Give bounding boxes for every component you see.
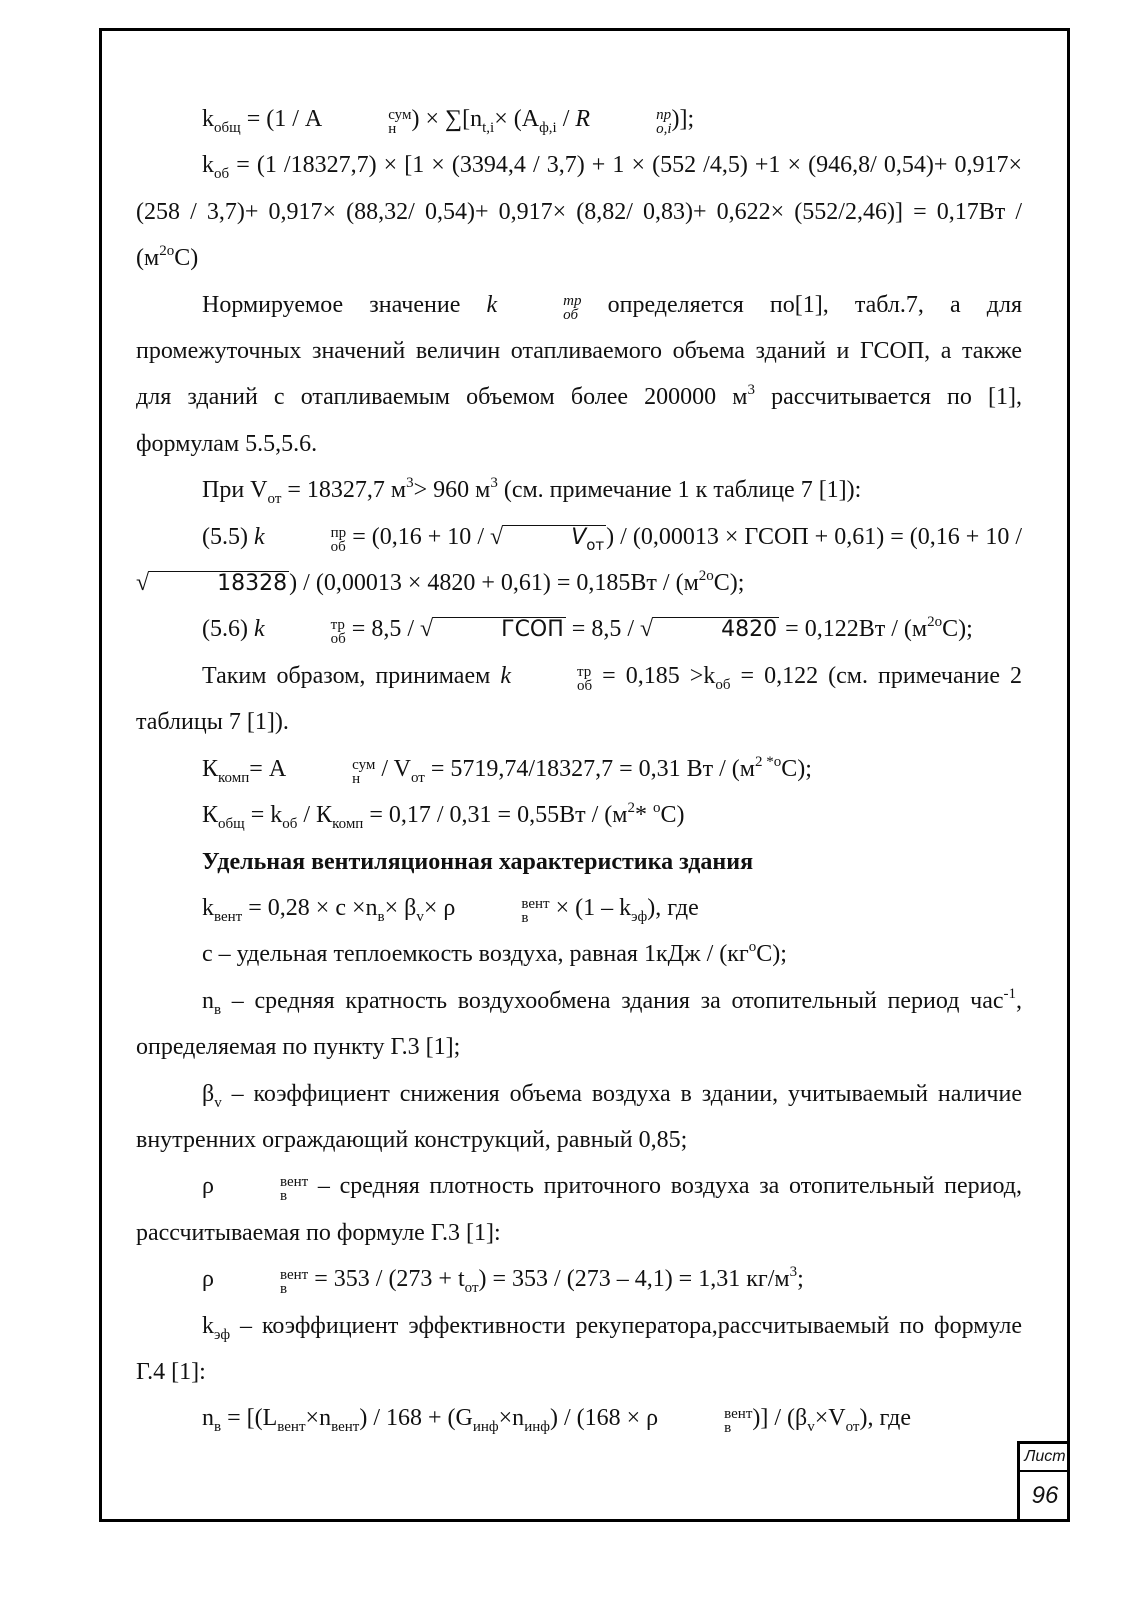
formula-k-ob-calc: $k_{об} = (1$ /18327,7) × [1 × (3394,4 / 3,7) + 1 × (552 /4,5) +1 × (946,8/ 0,54)+ 0,917× (258 / 3,7)+ 0,917× (88,32/ 0,54)+ 0,917× (8,82/ $0,83)+ 0,622\times (552/2,46)] = 0,17Вт / (м^{2о}С)$: [136, 152, 1022, 272]
formula-5-6: (5.6) k тр об = 8,5 / √ ГСОП = 8,5 / √ $4820 = 0,122Вт / (м^{2о}С)$;: [202, 614, 973, 648]
formula-n-v: $n_в = [(L_{вент}\times n_{вент}) / 168 + (G_{инф}\times n_{инф}) / (168 \times \rho$ вент в )] / $(\beta_v\times V_{от})$, где: [202, 1405, 911, 1437]
paragraph-volume: При $V_{от} = 18327,7$ $м^3> 960$ $м^3$ (см. примечание 1 к таблице 7 [1]):: [202, 475, 862, 508]
formula-5-5: (5.5) k пр об = (0,16 + 10 / √ $V_{от}) / (0,00013$ × ГСОП + 0,61) = (0,16 + 10 / √ $18328) / (0,00013 \times 4820 + 0,61) = 0,185Вт / (м^{2о}С)$;: [136, 523, 1023, 597]
sheet-label: Лист: [1020, 1444, 1070, 1472]
definition-n-v: $n_в$ – средняя кратность воздухообмена здания за отопительный период час$^{-1}$, определяемая по пункту Г.3 [1];: [136, 985, 1022, 1061]
definition-beta-v: $\beta_v$ – коэффициент снижения объема воздуха в здании, учитываемый наличие внутренних ограждающий конструкций, равный 0,85;: [136, 1080, 1022, 1153]
definition-c: c – удельная теплоемкость воздуха, равная $1кДж / (кг^оС)$;: [202, 939, 787, 968]
paragraph-accepted-value: Таким образом, принимаем k тр об = $0,185 >k_{об} = 0,122$ (см. примечание 2 таблицы 7 [1]).: [136, 662, 1023, 736]
sheet-number: 96: [1031, 1482, 1059, 1509]
definition-rho: ρ вент в – средняя плотность приточного воздуха за отопительный период, рассчитываемая по формуле Г.3 [1]:: [136, 1173, 1022, 1246]
formula-k-vent: $k_{вент} = 0,28 \times c \times n_в\times \beta_v\times \rho$ вент в × $(1 - k_{эф})$, где: [202, 894, 699, 926]
formula-k-komp: $К_{комп}= A$ сум н / $V_{от} = 5719,74/18327,7 = 0,31$ Вт / $(м^{2 *о}С)$;: [202, 753, 812, 787]
formula-k-obsch-result: $К_{общ} = k_{об} / К_{комп} = 0,17 / 0,31 = 0,55Вт / (м^2*$ $^о$С): [202, 800, 685, 833]
section-heading: Удельная вентиляционная характеристика здания: [202, 848, 754, 875]
formula-k-obsch: $k_{общ} = (1 / A$ сум н ) × $\sum[n_{t,i}\times (A_{ф,i} / R$ пр o,i )];: [202, 106, 695, 137]
definition-k-ef: $k_{эф}$ – коэффициент эффективности рекуператора,рассчитываемый по формуле Г.4 [1]:: [136, 1312, 1022, 1385]
formula-rho: ρ вент в = $353 / (273 + t_{от}) = 353 / (273 - 4,1) = 1,31$ $кг/м^3$;: [202, 1264, 804, 1298]
paragraph-normative-value: Нормируемое значение k тр об определяется по[1], табл.7, а для промежуточных значений величин отапливаемого объема зданий и ГСОП, а также для зданий с отапливаемым объемом более 200000 $м^3$ рассчитывается по [1], формулам 5.5,5.6.: [136, 291, 1023, 457]
page-text: [136, 96, 1022, 1442]
sheet-stamp: [1017, 1441, 1070, 1522]
